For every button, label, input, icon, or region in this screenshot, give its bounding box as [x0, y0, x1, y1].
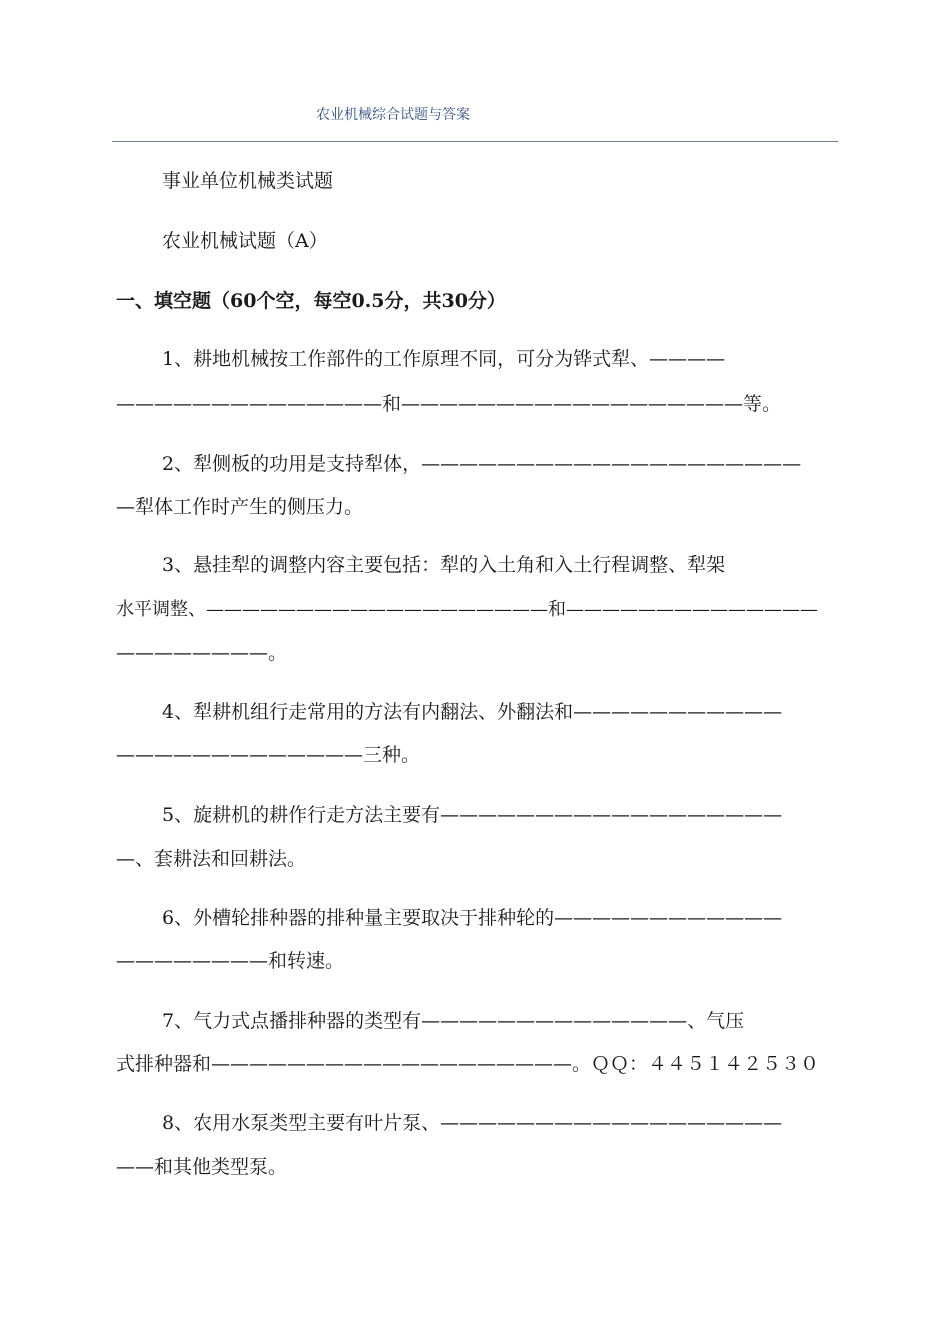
- question-line: 水平调整、———————————————————和——————————————: [116, 599, 818, 620]
- question-line: —————————————三种。: [116, 744, 421, 766]
- question-line: 7、气力式点播排种器的类型有——————————————、气压: [162, 1010, 745, 1032]
- exam-title: 农业机械试题（A）: [162, 230, 328, 252]
- question-line: 4、犁耕机组行走常用的方法有内翻法、外翻法和———————————: [162, 701, 783, 723]
- question-line: ——————————————和——————————————————等。: [116, 393, 782, 415]
- question-line: 式排种器和———————————————————。ＱＱ：４４５１４２５３０: [116, 1053, 820, 1075]
- question-line: 8、农用水泵类型主要有叶片泵、——————————————————: [162, 1112, 783, 1134]
- question-line: 3、悬挂犁的调整内容主要包括：犁的入土角和入土行程调整、犁架: [162, 554, 726, 576]
- question-line: 5、旋耕机的耕作行走方法主要有——————————————————: [162, 804, 783, 826]
- running-header-title: 农业机械综合试题与答案: [316, 107, 470, 123]
- question-line: ————————。: [116, 642, 288, 664]
- section-heading: 一、填空题（60个空，每空0.5分，共30分）: [116, 290, 506, 312]
- question-line: ————————和转速。: [116, 950, 345, 972]
- question-line: —、套耕法和回耕法。: [116, 848, 307, 870]
- header-divider: [112, 141, 838, 142]
- question-line: 1、耕地机械按工作部件的工作原理不同，可分为铧式犁、————: [162, 348, 726, 370]
- question-line: —犁体工作时产生的侧压力。: [116, 496, 364, 518]
- category-title: 事业单位机械类试题: [162, 170, 334, 192]
- question-line: ——和其他类型泵。: [116, 1156, 288, 1178]
- question-line: 2、犁侧板的功用是支持犁体，————————————————————: [162, 453, 802, 475]
- question-line: 6、外槽轮排种器的排种量主要取决于排种轮的————————————: [162, 907, 783, 929]
